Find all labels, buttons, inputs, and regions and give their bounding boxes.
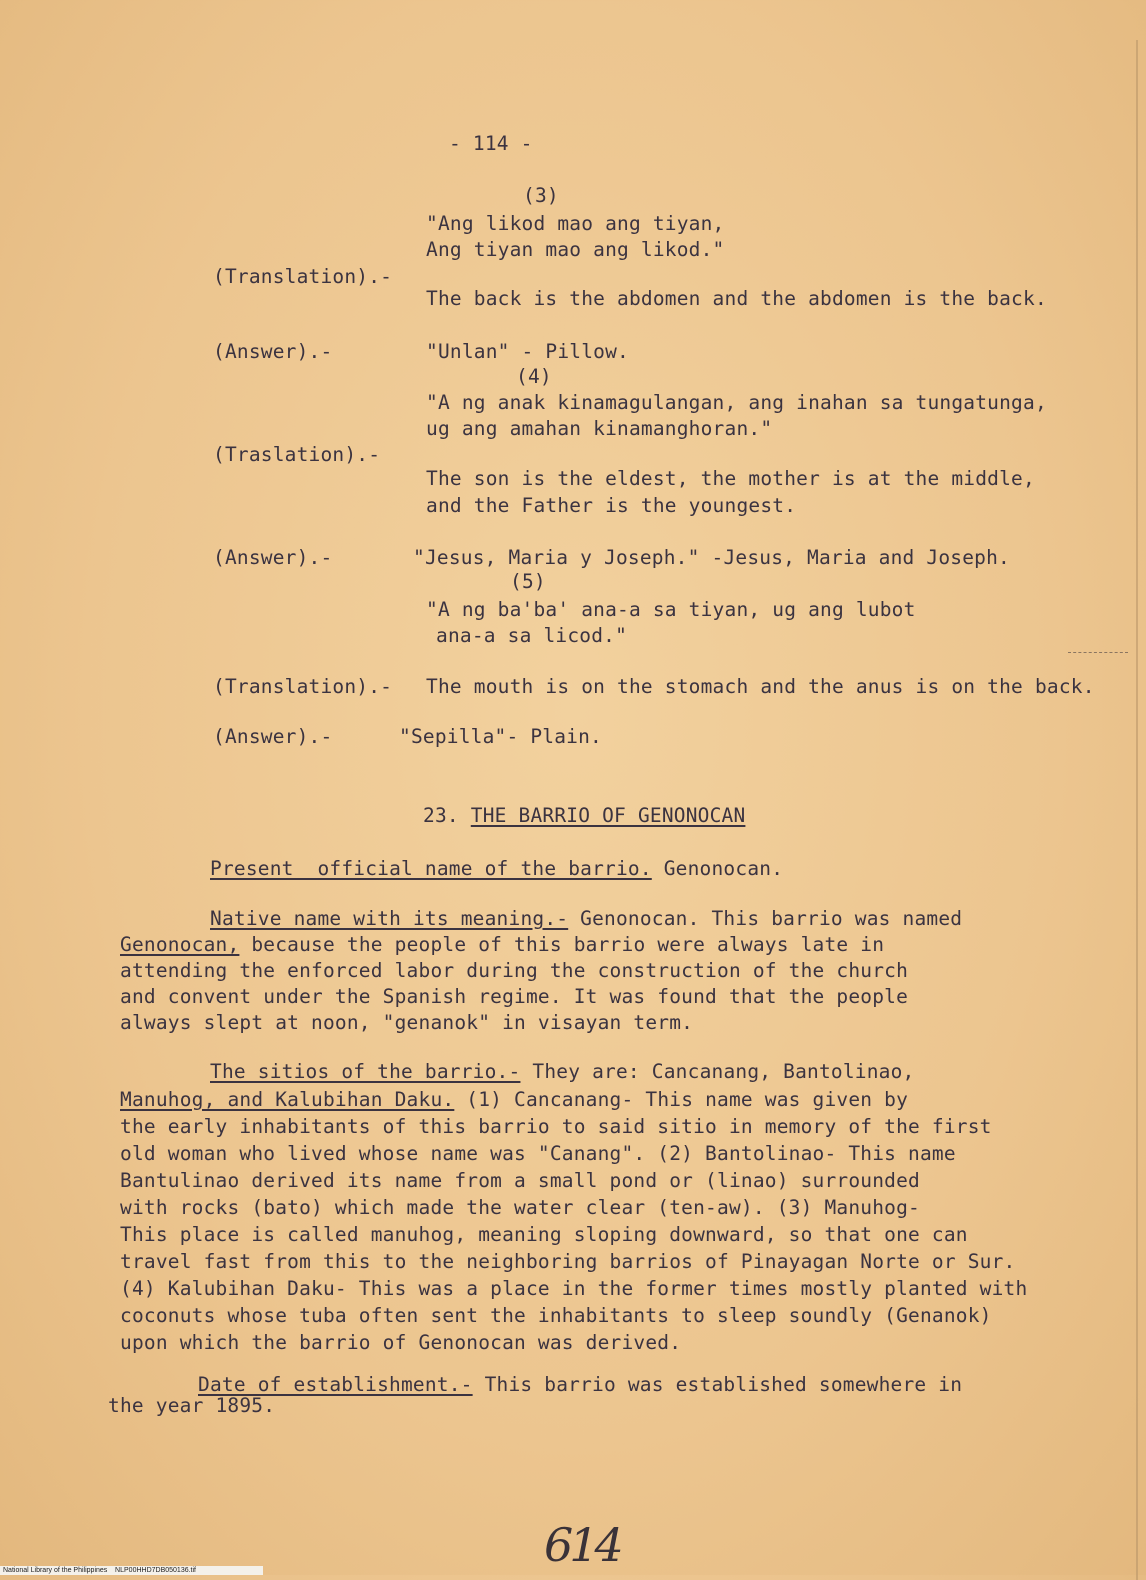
establishment-line-1: Date of establishment.- This barrio was established somewhere in [198, 1373, 963, 1396]
page-number: - 114 - [449, 132, 533, 155]
riddle-3-line-2: Ang tiyan mao ang likod." [426, 238, 725, 261]
official-name-line [210, 859, 783, 879]
sitios-line-10: coconuts whose tuba often sent the inhabitants to sleep soundly (Genanok) [120, 1304, 992, 1327]
sitios-line-5: Bantulinao derived its name from a small pond or (linao) surrounded [120, 1169, 920, 1192]
official-name-label: Present official name of the barrio. [210, 857, 652, 880]
riddle-3-number: (3) [523, 184, 559, 207]
sitios-line-7: This place is called manuhog, meaning sloping downward, so that one can [120, 1223, 968, 1246]
establishment-line-2: the year 1895. [108, 1394, 276, 1417]
native-name-line-1: Native name with its meaning.- Genonocan. This barrio was named [210, 907, 963, 930]
native-name-heading: Native name with its meaning.- [210, 907, 569, 930]
section-number: 23. [423, 804, 459, 827]
riddle-4-answer-label: (Answer).- [213, 546, 333, 569]
page-edge-shadow [1136, 40, 1138, 1580]
sitios-line-4: old woman who lived whose name was "Canang". (2) Bantolinao- This name [120, 1142, 956, 1165]
native-name-line-2: Genonocan, because the people of this barrio were always late in [120, 933, 885, 956]
riddle-3-line-1: "Ang likod mao ang tiyan, [426, 212, 725, 235]
native-name-line-4: and convent under the Spanish regime. It was found that the people [120, 985, 909, 1008]
riddle-3-answer: "Unlan" - Pillow. [426, 340, 629, 363]
sitios-line-9: (4) Kalubihan Daku- This was a place in the former times mostly planted with [120, 1277, 1028, 1300]
sitios-line-11: upon which the barrio of Genonocan was derived. [120, 1331, 682, 1354]
sitios-line-8: travel fast from this to the neighboring barrios of Pinayagan Norte or Sur. [120, 1250, 1016, 1273]
archive-footer: National Library of the Philippines NLP00HHD7DB050136.tif [0, 1566, 263, 1575]
riddle-5-translation: The mouth is on the stomach and the anus is on the back. [426, 675, 1095, 698]
riddle-3-translation: The back is the abdomen and the abdomen is the back. [426, 287, 1047, 310]
sitios-line-6: with rocks (bato) which made the water clear (ten-aw). (3) Manuhog- [120, 1196, 920, 1219]
riddle-4-number: (4) [516, 365, 552, 388]
section-heading [423, 806, 745, 826]
sitios-heading: The sitios of the barrio.- [210, 1060, 521, 1083]
riddle-5-line-1: "A ng ba'ba' ana-a sa tiyan, ug ang lubot [426, 598, 916, 621]
riddle-4-line-1: "A ng anak kinamagulangan, ang inahan sa tungatunga, [426, 391, 1047, 414]
sitios-line-1: The sitios of the barrio.- They are: Cancanang, Bantolinao, [210, 1060, 915, 1083]
official-name-value: Genonocan. [663, 857, 784, 880]
margin-dash-mark [1068, 652, 1128, 653]
establishment-heading: Date of establishment.- [198, 1373, 473, 1396]
riddle-5-answer: "Sepilla"- Plain. [399, 725, 602, 748]
section-title: THE BARRIO OF GENONOCAN [470, 804, 746, 827]
riddle-5-number: (5) [510, 570, 546, 593]
riddle-4-line-2: ug ang amahan kinamanghoran." [426, 417, 773, 440]
sitios-line-3: the early inhabitants of this barrio to said sitio in memory of the first [120, 1115, 992, 1138]
riddle-5-answer-label: (Answer).- [213, 725, 333, 748]
native-name-line-3: attending the enforced labor during the construction of the church [120, 959, 909, 982]
riddle-3-answer-label: (Answer).- [213, 340, 333, 363]
riddle-4-answer: "Jesus, Maria y Joseph." -Jesus, Maria and Joseph. [413, 546, 1010, 569]
riddle-5-line-2: ana-a sa licod." [436, 624, 628, 647]
handwritten-page-number: 614 [544, 1518, 620, 1572]
riddle-5-translation-label: (Translation).- [213, 675, 393, 698]
riddle-3-translation-label: (Translation).- [213, 265, 393, 288]
riddle-4-translation-line-2: and the Father is the youngest. [426, 494, 797, 517]
riddle-4-translation-line-1: The son is the eldest, the mother is at the middle, [426, 467, 1035, 490]
sitios-line-2: Manuhog, and Kalubihan Daku. (1) Cancanang- This name was given by [120, 1088, 909, 1111]
native-name-line-5: always slept at noon, "genanok" in visayan term. [120, 1011, 694, 1034]
riddle-4-translation-label: (Traslation).- [213, 443, 381, 466]
